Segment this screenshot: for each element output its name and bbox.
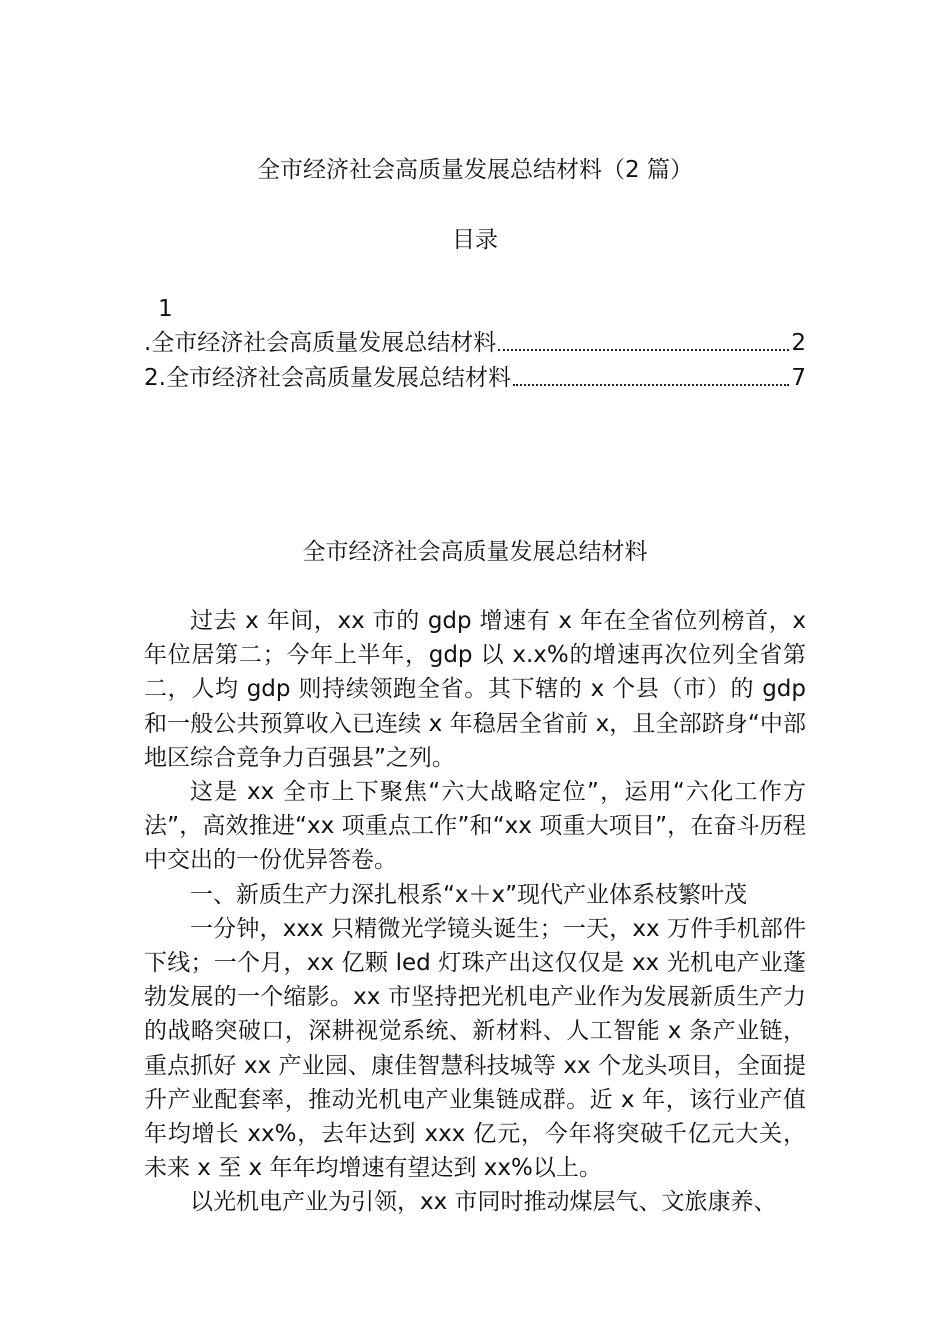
toc-entry-page: 7 (791, 365, 806, 391)
toc-entry-2[interactable] (144, 361, 806, 395)
toc-heading: 目录 (452, 227, 498, 253)
paragraph: 这是 xx 全市上下聚焦“六大战略定位”，运用“六化工作方法”，高效推进“xx 项重点工作”和“xx 项重大项目”，在奋斗历程中交出的一份优异答卷。 (144, 779, 806, 874)
section-title: 全市经济社会高质量发展总结材料 (302, 539, 648, 565)
paragraph: 一分钟，xxx 只精微光学镜头诞生；一天，xx 万件手机部件下线；一个月，xx 亿颗 led 灯珠产出这仅仅是 xx 光机电产业蓬勃发展的一个缩影。xx 市坚持把光机电产业作为发展新质生产力的战略突破口，深耕视觉系统、新材料、人工智能 x 条产业链，重点抓好 xx 产业园、康佳智慧科技城等 xx 个龙头项目，全面提升产业配套率，推动光机电产业集链成群。近 x 年，该行业产值年均增长 xx%，去年达到 xxx 亿元，今年将突破千亿元大关，未来 x 至 x 年年均增速有望达到 xx%以上。 (144, 915, 806, 1182)
paragraph: 过去 x 年间，xx 市的 gdp 增速有 x 年在全省位列榜首，x 年位居第二；今年上半年，gdp 以 x.x%的增速再次位列全省第二，人均 gdp 则持续领跑全省。其下辖的 x 个县（市）的 gdp 和一般公共预算收入已连续 x 年稳居全省前 x，且全部跻身“中部地区综合竞争力百强县”之列。 (144, 608, 806, 771)
document-title: 全市经济社会高质量发展总结材料（2 篇） (257, 157, 693, 183)
toc-entry-label: .全市经济社会高质量发展总结材料 (144, 330, 497, 356)
body-text (144, 604, 806, 1220)
paragraph-heading: 一、新质生产力深扎根系“x＋x”现代产业体系枝繁叶茂 (190, 881, 748, 908)
toc-entry-number: 1 (158, 296, 173, 322)
toc-entry-1[interactable] (144, 326, 806, 360)
toc-entry-label: 2.全市经济社会高质量发展总结材料 (144, 365, 511, 391)
toc-entry-page: 2 (791, 330, 806, 356)
toc-dot-leader (498, 349, 789, 351)
toc-dot-leader (513, 384, 789, 386)
paragraph: 以光机电产业为引领，xx 市同时推动煤层气、文旅康养、 (190, 1189, 777, 1216)
